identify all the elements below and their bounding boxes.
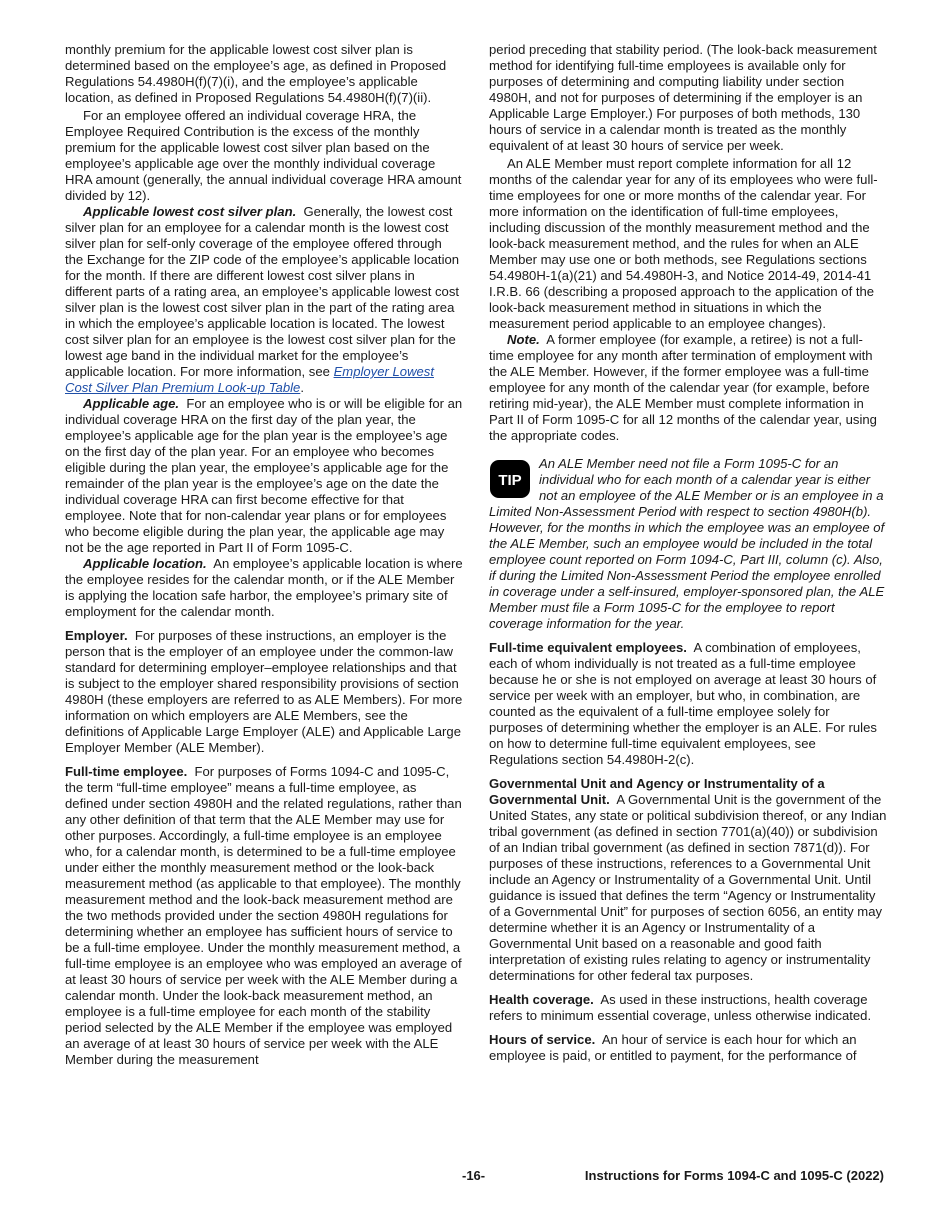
paragraph bbox=[489, 332, 887, 444]
paragraph bbox=[489, 992, 887, 1024]
lowest-cost-silver-plan-link[interactable]: Employer Lowest Cost Silver Plan Premium Look-up Table bbox=[65, 364, 434, 395]
heading: Full-time equivalent employees. bbox=[489, 640, 687, 655]
tip-box bbox=[489, 456, 887, 632]
paragraph-end: . bbox=[300, 380, 304, 395]
left-column bbox=[65, 42, 463, 1068]
subheading: Applicable lowest cost silver plan. bbox=[83, 204, 297, 219]
right-column bbox=[489, 42, 887, 1064]
paragraph: period preceding that stability period. (The look-back measurement method for identifying full-time employees is available only for purposes of determining and computing liability under section 4980H, and not for purposes of determining if the employer is an Applicable Large Employer.) For purposes of both methods, 130 hours of service in a calendar month is treated as the monthly equivalent of at least 30 hours of service per week. bbox=[489, 42, 877, 153]
paragraph bbox=[489, 1032, 887, 1064]
paragraph: For an employee offered an individual coverage HRA, the Employee Required Contribution is the excess of the monthly premium for the applicable lowest cost silver plan based on the employee’s applicable age over the monthly individual coverage HRA amount (generally, the annual individual coverage HRA amount divided by 12). bbox=[65, 108, 462, 203]
paragraph-text: For an employee who is or will be eligible for an individual coverage HRA on the first day of the plan year, the employee’s applicable age for the plan year is the employee’s age on the first day of the plan year. For an employee who becomes eligible during the plan year, the employee’s applicable age for the remainder of the plan year is the employee’s age on the date the individual coverage HRA can first become effective for that employee. Note that for non-calendar year plans or for employees who become eligible during the plan year, the applicable age may not be the age reported in Part II of Form 1095-C. bbox=[65, 396, 463, 555]
paragraph bbox=[65, 556, 463, 620]
heading: Hours of service. bbox=[489, 1032, 596, 1047]
paragraph: An ALE Member must report complete information for all 12 months of the calendar year for any of its employees who were full-time employees for one or more months of the calendar year. For more information on the identification of full-time employees, including discussion of the monthly measurement method and the look-back measurement method, and the rules for when an ALE Member may use one or both methods, see Regulations sections 54.4980H-1(a)(21) and 54.4980H-3, and Notice 2014-49, 2014-41 I.R.B. 66 (describing a proposed approach to the application of the look-back measurement method in situations in which the measurement period applicable to an employee changes). bbox=[489, 156, 878, 331]
paragraph bbox=[65, 764, 463, 1068]
tip-label: TIP bbox=[498, 472, 522, 489]
paragraph: monthly premium for the applicable lowest cost silver plan is determined based on the employee’s age, as defined in Proposed Regulations 54.4980H(f)(7)(i), and the employee’s applicable location, as defined in Proposed Regulations 54.4980H(f)(7)(ii). bbox=[65, 42, 447, 105]
paragraph-text: An hour of service is each hour for which an employee is paid, or entitled to payment, for the performance of bbox=[489, 1032, 857, 1063]
tip-text: An ALE Member need not file a Form 1095-C for an individual who for each month of a calendar year is either not an employee of the ALE Member or is an employee in a Limited Non-Assessment Period with respect to section 4980H(b). However, for the months in which the employee was an employee of the ALE Member, such an employee would be included in the total employee count reported on Form 1094-C, Part III, column (c). Also, if during the Limited Non-Assessment Period the employee enrolled in coverage under a self-insured, employer-sponsored plan, the ALE Member must file a Form 1095-C for the employee to report coverage information for the year. bbox=[489, 456, 885, 631]
heading: Employer. bbox=[65, 628, 128, 643]
paragraph-text: A Governmental Unit is the government of the United States, any state or political subdivision thereof, or any Indian tribal government (as defined in section 7701(a)(40)) or subdivision of an Indian tribal government (as defined in section 7871(d)). For purposes of these instructions, references to a Governmental Unit include an Agency or Instrumentality of a Governmental Unit. Until guidance is issued that defines the term “Agency or Instrumentality of a Governmental Unit” for purposes of section 6056, an entity may determine whether it is an Agency or Instrumentality of a Governmental Unit based on a reasonable and good faith interpretation of existing rules relating to agency or instrumentality determinations for other federal tax purposes. bbox=[489, 792, 887, 983]
paragraph-text: For purposes of Forms 1094-C and 1095-C, the term “full-time employee” means a full-time employee, as defined under section 4980H and the related regulations, rather than any other definition of that term that the ALE Member may use for other purposes. Accordingly, a full-time employee is an employee who, for a calendar month, is determined to be a full-time employee under either the monthly measurement method or the look-back measurement method (as applicable to that employee). The monthly measurement method and the look-back measurement method are the two methods provided under the section 4980H regulations for determining whether an employee has sufficient hours of service to be a full-time employee. Under the monthly measurement method, a full-time employee is an employee who was employed an average of at least 30 hours of service per week with the ALE Member during a calendar month. Under the look-back measurement method, an employee is a full-time employee for each month of the stability period selected by the ALE Member if the employee was employed an average of at least 30 hours of service per week with the ALE Member during the measurement bbox=[65, 764, 462, 1067]
paragraph bbox=[489, 640, 887, 768]
subheading: Note. bbox=[507, 332, 540, 347]
document-title: Instructions for Forms 1094-C and 1095-C (2022) bbox=[584, 1168, 884, 1183]
paragraph bbox=[65, 628, 463, 756]
heading: Health coverage. bbox=[489, 992, 594, 1007]
paragraph-text: As used in these instructions, health coverage refers to minimum essential coverage, unless otherwise indicated. bbox=[489, 992, 872, 1023]
paragraph-text: For purposes of these instructions, an employer is the person that is the employer of an employee under the common-law standard for determining employer–employee relationships and that is subject to the employer shared responsibility provisions of section 4980H (these employers are referred to as ALE Members). For more information on which employers are ALE Members, see the definitions of Applicable Large Employer (ALE) and Applicable Large Employer Member (ALE Member). bbox=[65, 628, 463, 755]
paragraph bbox=[489, 776, 887, 984]
heading: Full-time employee. bbox=[65, 764, 188, 779]
paragraph-text: A former employee (for example, a retiree) is not a full-time employee for any month after termination of employment with the ALE Member. However, if the former employee was a full-time employee for any month of the calendar year (for example, before retiring mid-year), the ALE Member must complete information in Part II of Form 1095-C for all 12 months of the calendar year, using the appropriate codes. bbox=[489, 332, 877, 443]
subheading: Applicable age. bbox=[83, 396, 180, 411]
tip-icon bbox=[489, 459, 531, 499]
page-number: -16- bbox=[462, 1168, 486, 1183]
heading: Governmental Unit and Agency or Instrumentality of a Governmental Unit. bbox=[489, 776, 825, 807]
paragraph bbox=[65, 396, 463, 556]
paragraph bbox=[65, 204, 463, 396]
paragraph-text: An employee’s applicable location is where the employee resides for the calendar month, or if the ALE Member is applying the location safe harbor, the employee’s primary site of employment for the calendar month. bbox=[65, 556, 463, 619]
paragraph-text: A combination of employees, each of whom individually is not treated as a full-time employee because he or she is not employed on average at least 30 hours of service per week with an employer, but who, in combination, are counted as the equivalent of a full-time employee solely for purposes of determining whether the employer is an ALE. For rules on how to determine full-time equivalent employees, see Regulations section 54.4980H-2(c). bbox=[489, 640, 877, 767]
paragraph-text: Generally, the lowest cost silver plan for an employee for a calendar month is the lowest cost silver plan for self-only coverage of the employee offered through the Exchange for the ZIP code of the employee’s applicable location for the month. If there are different lowest cost silver plans in different parts of a rating area, an employee’s applicable lowest cost silver plan is the lowest cost silver plan in the part of the rating area in which the employee’s applicable location is located. The lowest cost silver plan for an employee is the lowest cost silver plan for the lowest age band in the individual market for the employee’s applicable location. For more information, see bbox=[65, 204, 460, 379]
subheading: Applicable location. bbox=[83, 556, 207, 571]
